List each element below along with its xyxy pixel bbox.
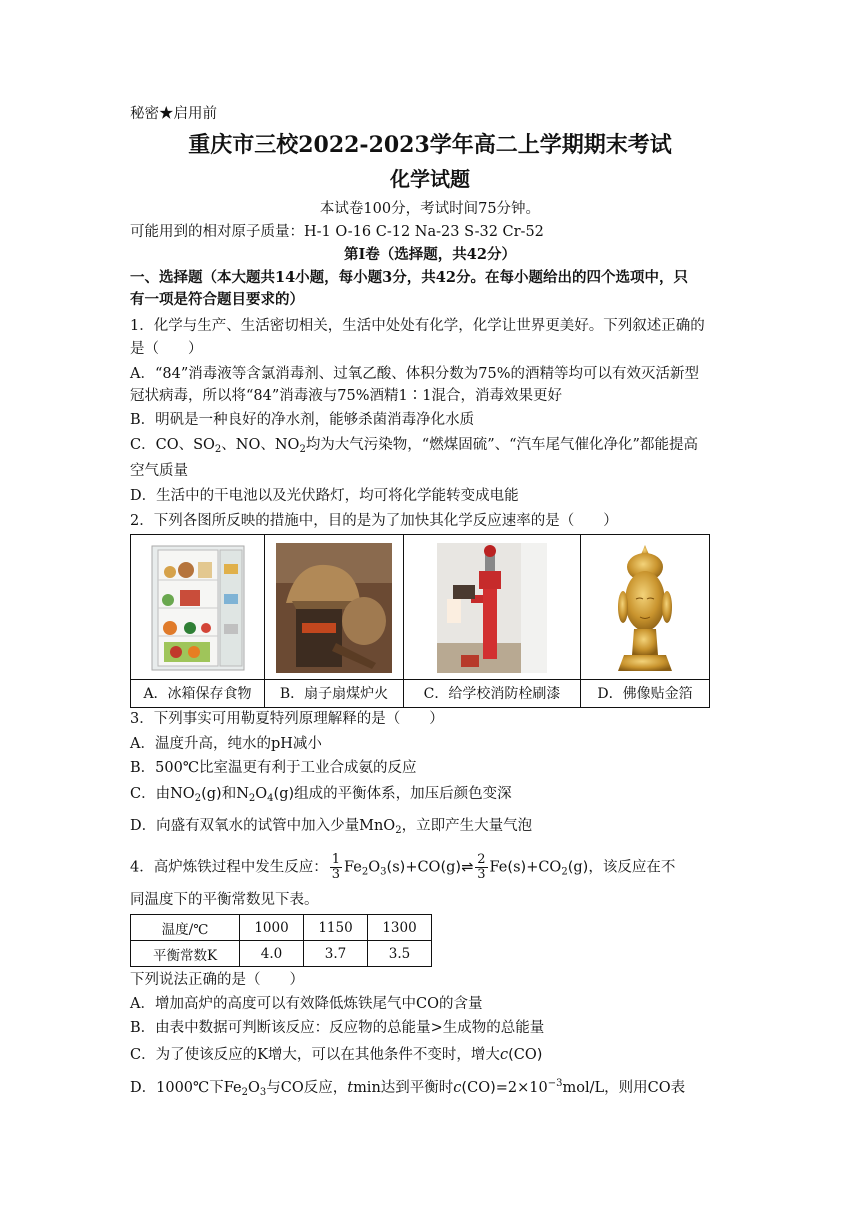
q3-option-b: B．500℃比室温更有利于工业合成氨的反应 [130, 760, 417, 776]
q2-option-c [404, 535, 581, 707]
q1-stem-1: 1．化学与生产、生活密切相关，生活中处处有化学，化学让世界更美好。下列叙述正确的 [130, 318, 705, 334]
q4-question: 下列说法正确的是（ ） [130, 972, 304, 988]
q1-option-a-2: 冠状病毒，所以将“84”消毒液与75%酒精1∶1混合，消毒效果更好 [130, 388, 562, 404]
q2-option-c-label: C．给学校消防栓刷漆 [404, 679, 580, 708]
part-title: 第Ⅰ卷（选择题，共42分） [344, 246, 516, 263]
exam-info: 本试卷100分，考试时间75分钟。 [319, 201, 541, 217]
subject-title: 化学试题 [390, 167, 470, 191]
coal-stove-photo-icon [276, 543, 392, 673]
table-cell: 3.5 [368, 941, 432, 967]
q4-stem-1: 4．高炉炼铁过程中发生反应： $\frac{1}{3}$ $Fe_2O_3(s)+CO(g)\rightleftharpoons$ $\frac{2}{3}$ $Fe(s)+CO_2(g)$，该反应在不 [130, 852, 676, 882]
q1-option-b: B．明矾是一种良好的净水剂，能够杀菌消毒净化水质 [130, 412, 475, 428]
table-header-cell: 温度/℃ [131, 915, 240, 941]
q4-option-d: D．1000℃下$Fe_2O_3$与CO反应，tmin达到平衡时$c(CO)=2\times 10^{-3}mol/L$，则用CO表 [130, 1078, 686, 1098]
q3-option-d: D．向盛有双氧水的试管中加入少量MnO$_2$，立即产生大量气泡 [130, 818, 533, 836]
table-header-cell: 1300 [368, 915, 432, 941]
q3-stem: 3．下列事实可用勒夏特列原理解释的是（ ） [130, 711, 444, 727]
section-instructions-2: 有一项是符合题目要求的） [130, 291, 304, 308]
q2-option-b-label: B．扇子扇煤炉火 [265, 679, 403, 708]
q4-option-c: C．为了使该反应的K增大，可以在其他条件不变时，增大c(CO) [130, 1047, 543, 1063]
refrigerator-photo-icon [150, 543, 246, 673]
q1-stem-2: 是（ ） [130, 341, 203, 357]
table-row [131, 915, 432, 941]
q3-option-a: A．温度升高，纯水的pH减小 [130, 736, 322, 752]
q1-option-a-1: A．“84”消毒液等含氯消毒剂、过氧乙酸、体积分数为75%的酒精等均可以有效灭活新型 [130, 366, 699, 382]
q2-option-d-label: D．佛像贴金箔 [581, 679, 709, 708]
table-cell: 3.7 [304, 941, 368, 967]
secret-label: 秘密★启用前 [130, 106, 217, 122]
q4-stem-2: 同温度下的平衡常数见下表。 [130, 892, 319, 908]
section-instructions-1: 一、选择题（本大题共14小题，每小题3分，共42分。在每小题给出的四个选项中，只 [130, 269, 688, 286]
q3-option-c: C．由$NO_2(g)$和$N_2O_4(g)$组成的平衡体系，加压后颜色变深 [130, 786, 512, 804]
q4-option-b: B．由表中数据可判断该反应：反应物的总能量>生成物的总能量 [130, 1020, 545, 1036]
q2-option-d [581, 535, 709, 707]
table-row [131, 941, 432, 967]
table-cell: 平衡常数K [131, 941, 240, 967]
q2-option-b [265, 535, 404, 707]
golden-buddha-photo-icon [610, 543, 680, 673]
table-header-cell: 1000 [240, 915, 304, 941]
q1-option-c-2: 空气质量 [130, 463, 188, 479]
q2-option-a-label: A．冰箱保存食物 [131, 679, 264, 708]
fire-hydrant-photo-icon [437, 543, 547, 673]
q2-option-a [131, 535, 265, 707]
q2-stem: 2．下列各图所反映的措施中，目的是为了加快其化学反应速率的是（ ） [130, 513, 618, 529]
table-cell: 4.0 [240, 941, 304, 967]
q1-option-d: D．生活中的干电池以及光伏路灯，均可将化学能转变成电能 [130, 488, 519, 504]
atomic-masses: 可能用到的相对原子质量：H-1 O-16 C-12 Na-23 S-32 Cr-52 [130, 224, 544, 240]
q1-option-c-1: C．CO、$SO_2$、NO、$NO_2$均为大气污染物，“燃煤固硫”、“汽车尾气催化净化”都能提高 [130, 437, 698, 455]
exam-title: 重庆市三校2022-2023学年高二上学期期末考试 [188, 132, 672, 158]
equilibrium-constant-table [130, 914, 432, 967]
q4-option-a: A．增加高炉的高度可以有效降低炼铁尾气中CO的含量 [130, 996, 483, 1012]
table-header-cell: 1150 [304, 915, 368, 941]
q2-image-table [130, 534, 710, 708]
